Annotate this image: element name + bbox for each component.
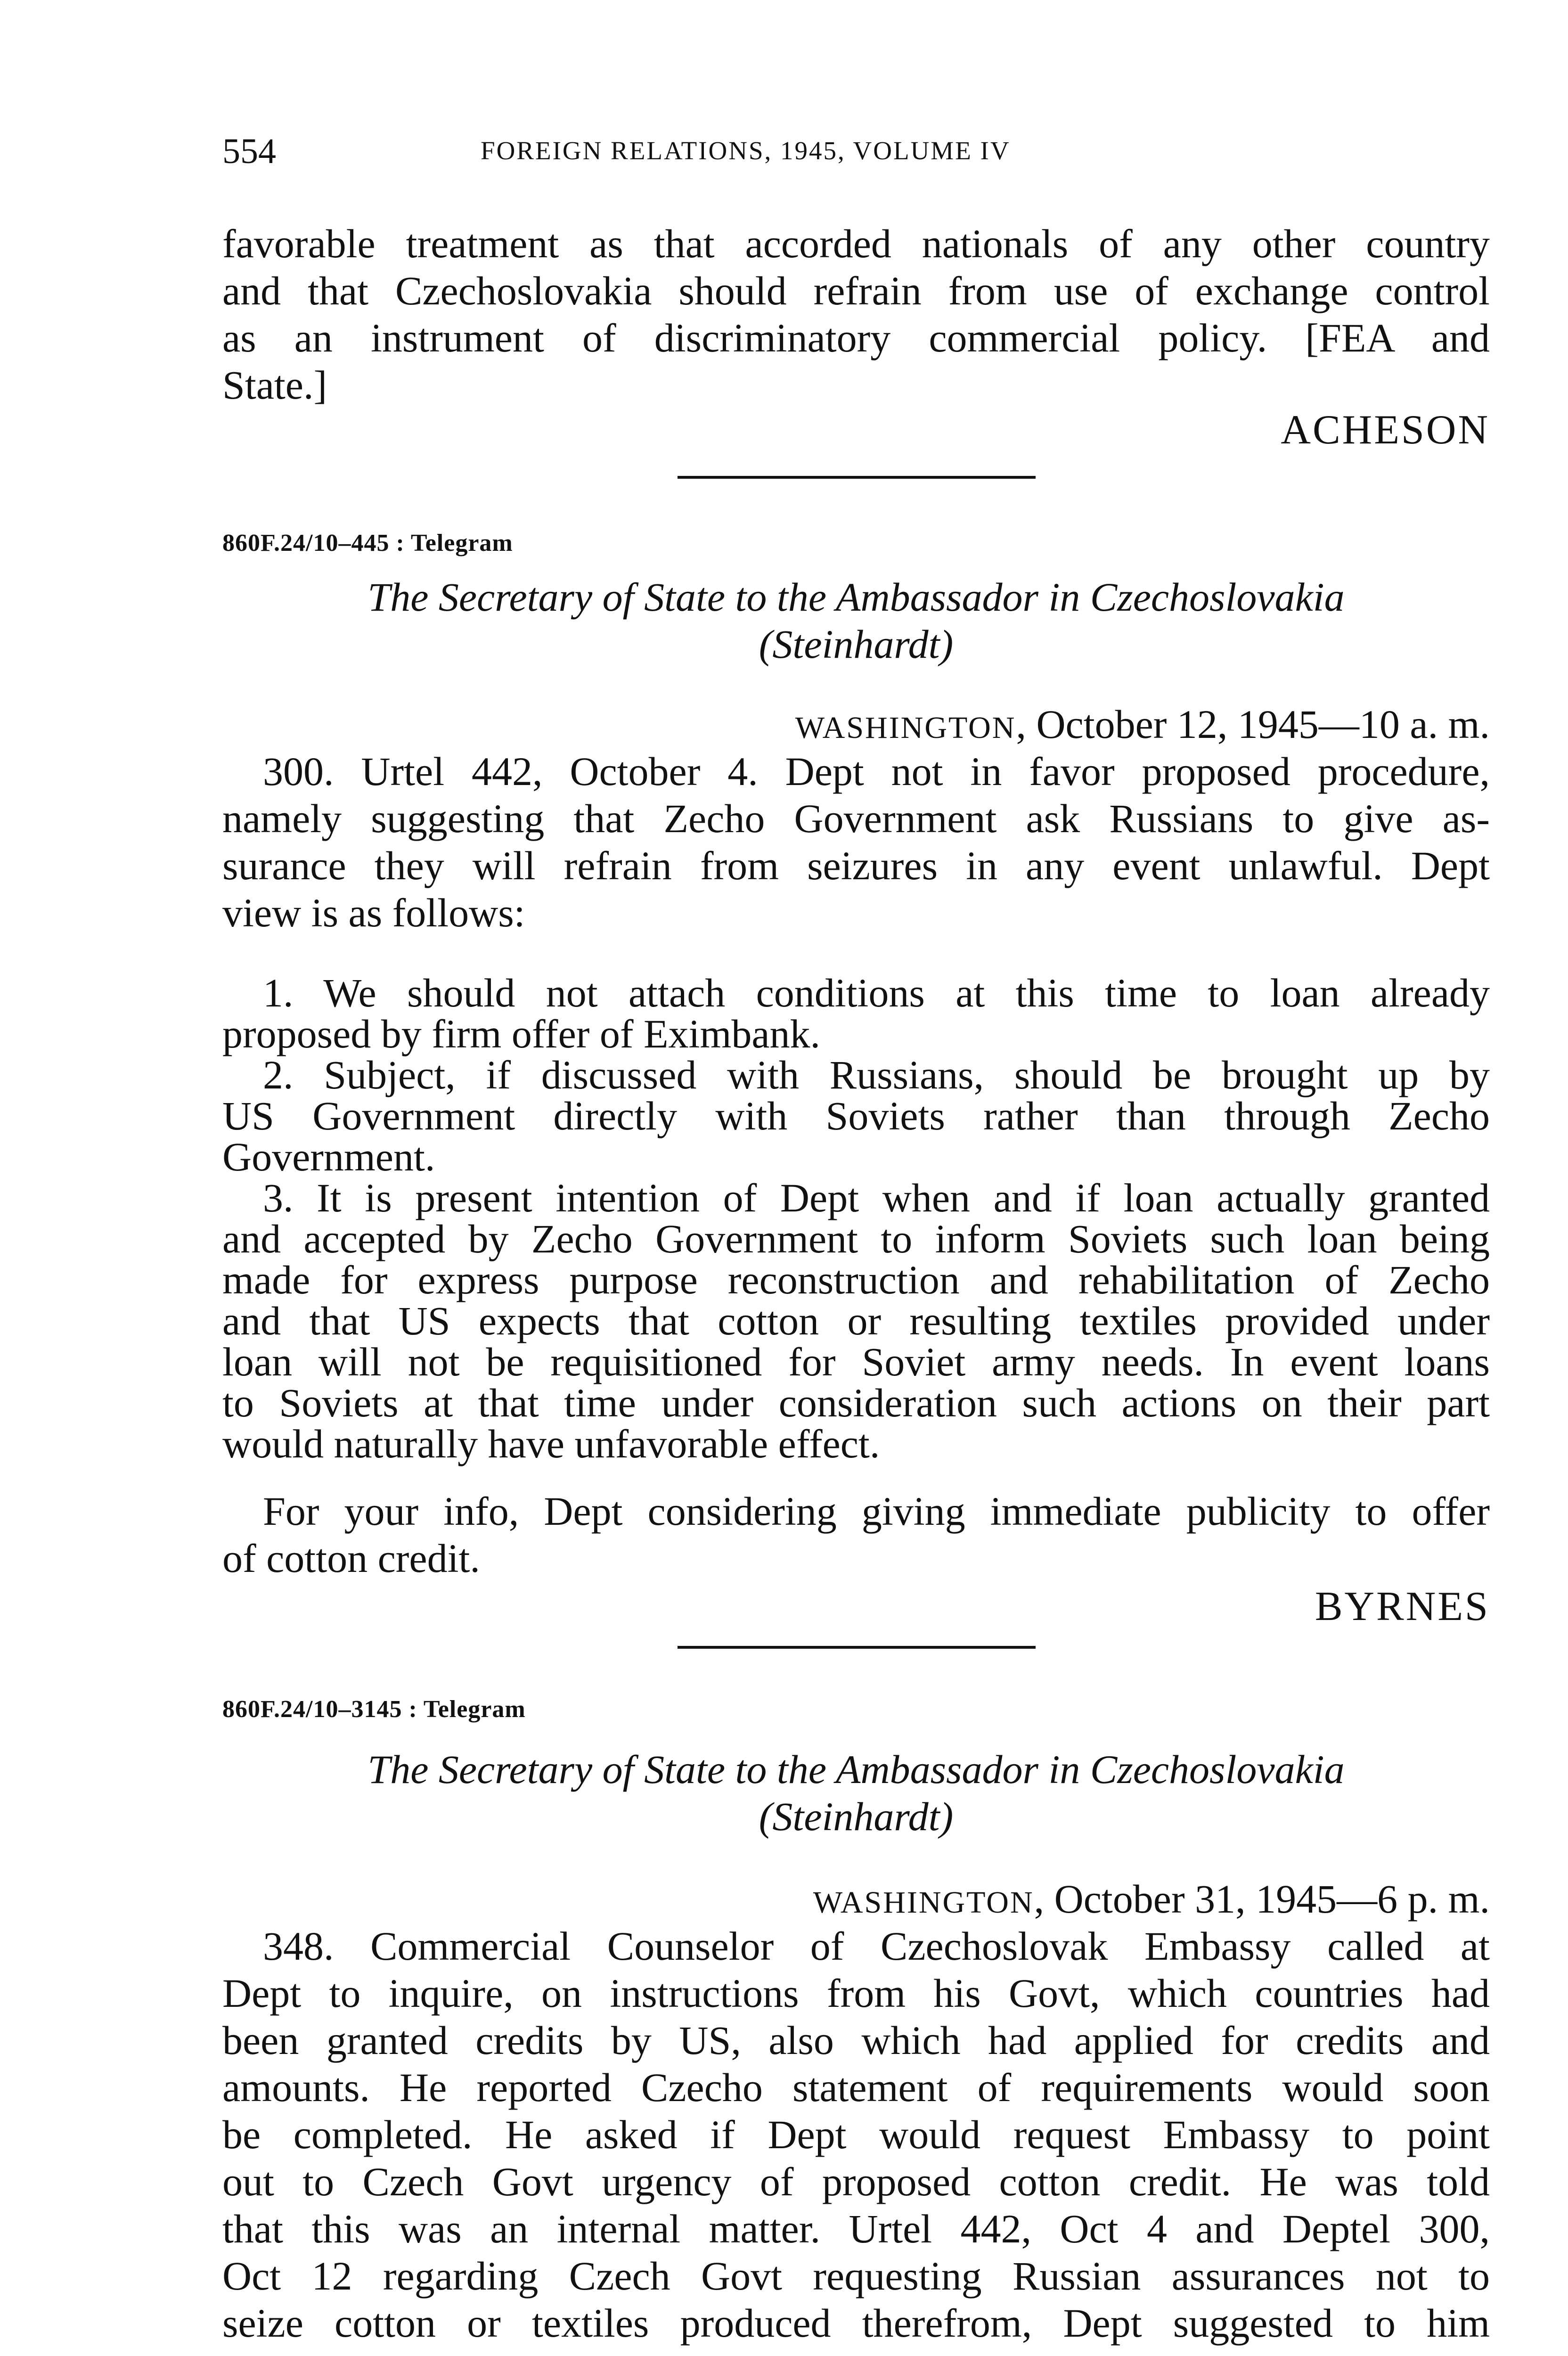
document-reference: 860F.24/10–445 : Telegram: [222, 530, 513, 556]
dateline-city: WASHINGTON: [813, 1885, 1034, 1920]
text-line: Oct 12 regarding Czech Govt requesting Russian assurances not to: [222, 2253, 1490, 2299]
document-title: The Secretary of State to the Ambassador in Czechoslovakia: [368, 1747, 1345, 1792]
text-line: and accepted by Zecho Government to inform Soviets such loan being: [222, 1216, 1490, 1261]
text-line: amounts. He reported Czecho statement of requirements would soon: [222, 2065, 1490, 2110]
text-line: as an instrument of discriminatory commercial policy. [FEA and: [222, 315, 1490, 360]
dateline: [222, 701, 1490, 752]
text-line: and that Czechoslovakia should refrain from use of exchange control: [222, 268, 1490, 313]
text-line: namely suggesting that Zecho Government ask Russians to give as-: [222, 796, 1490, 841]
section-rule: [678, 1646, 1036, 1649]
text-line: loan will not be requisitioned for Soviet army needs. In event loans: [222, 1339, 1490, 1384]
text-line: For your info, Dept considering giving immediate publicity to offer: [263, 1489, 1490, 1534]
text-line: Dept to inquire, on instructions from his Govt, which countries had: [222, 1971, 1490, 2016]
text-line: been granted credits by US, also which had applied for credits and: [222, 2018, 1490, 2063]
page-header: [222, 131, 1490, 178]
document-reference: 860F.24/10–3145 : Telegram: [222, 1696, 526, 1723]
text-line: proposed by firm offer of Eximbank.: [222, 1011, 821, 1056]
text-line: seize cotton or textiles produced therefrom, Dept suggested to him: [222, 2300, 1490, 2346]
text-line: out to Czech Govt urgency of proposed cotton credit. He was told: [222, 2159, 1490, 2204]
dateline-city: WASHINGTON: [795, 711, 1016, 745]
text-line: to Soviets at that time under consideration such actions on their part: [222, 1380, 1490, 1425]
document-title-recipient: (Steinhardt): [759, 622, 954, 667]
text-line: view is as follows:: [222, 890, 525, 935]
text-line: US Government directly with Soviets rather than through Zecho: [222, 1093, 1490, 1138]
dateline-date: , October 31, 1945—6 p. m.: [1034, 1876, 1490, 1922]
text-line: State.]: [222, 362, 327, 408]
text-line: would naturally have unfavorable effect.: [222, 1421, 880, 1466]
dateline-date: , October 12, 1945—10 a. m.: [1016, 702, 1490, 747]
document-title: The Secretary of State to the Ambassador in Czechoslovakia: [368, 574, 1345, 620]
text-line: Government.: [222, 1134, 435, 1179]
text-line: 348. Commercial Counselor of Czechoslovak Embassy called at: [263, 1923, 1490, 1969]
text-line: and that US expects that cotton or resulting textiles provided under: [222, 1298, 1490, 1343]
text-line: of cotton credit.: [222, 1536, 480, 1581]
section-rule: [678, 476, 1036, 479]
list-item-3: 3. It is present intention of Dept when and if loan actually granted: [263, 1175, 1490, 1220]
running-head: FOREIGN RELATIONS, 1945, VOLUME IV: [481, 136, 1011, 165]
text-line: made for express purpose reconstruction and rehabilitation of Zecho: [222, 1257, 1490, 1302]
text-line: favorable treatment as that accorded nationals of any other country: [222, 221, 1490, 266]
signature-byrnes: BYRNES: [1315, 1584, 1490, 1629]
text-line: that this was an internal matter. Urtel 442, Oct 4 and Deptel 300,: [222, 2206, 1490, 2251]
text-line: be completed. He asked if Dept would request Embassy to point: [222, 2112, 1490, 2157]
document-title-recipient: (Steinhardt): [759, 1794, 954, 1839]
list-item-1: 1. We should not attach conditions at this time to loan already: [263, 970, 1490, 1015]
list-item-2: 2. Subject, if discussed with Russians, should be brought up by: [263, 1052, 1490, 1097]
dateline: [222, 1875, 1490, 1926]
text-line: 300. Urtel 442, October 4. Dept not in favor proposed procedure,: [263, 749, 1490, 794]
text-line: surance they will refrain from seizures in any event unlawful. Dept: [222, 843, 1490, 888]
signature-acheson: ACHESON: [1281, 407, 1490, 453]
page-number: 554: [222, 131, 276, 171]
